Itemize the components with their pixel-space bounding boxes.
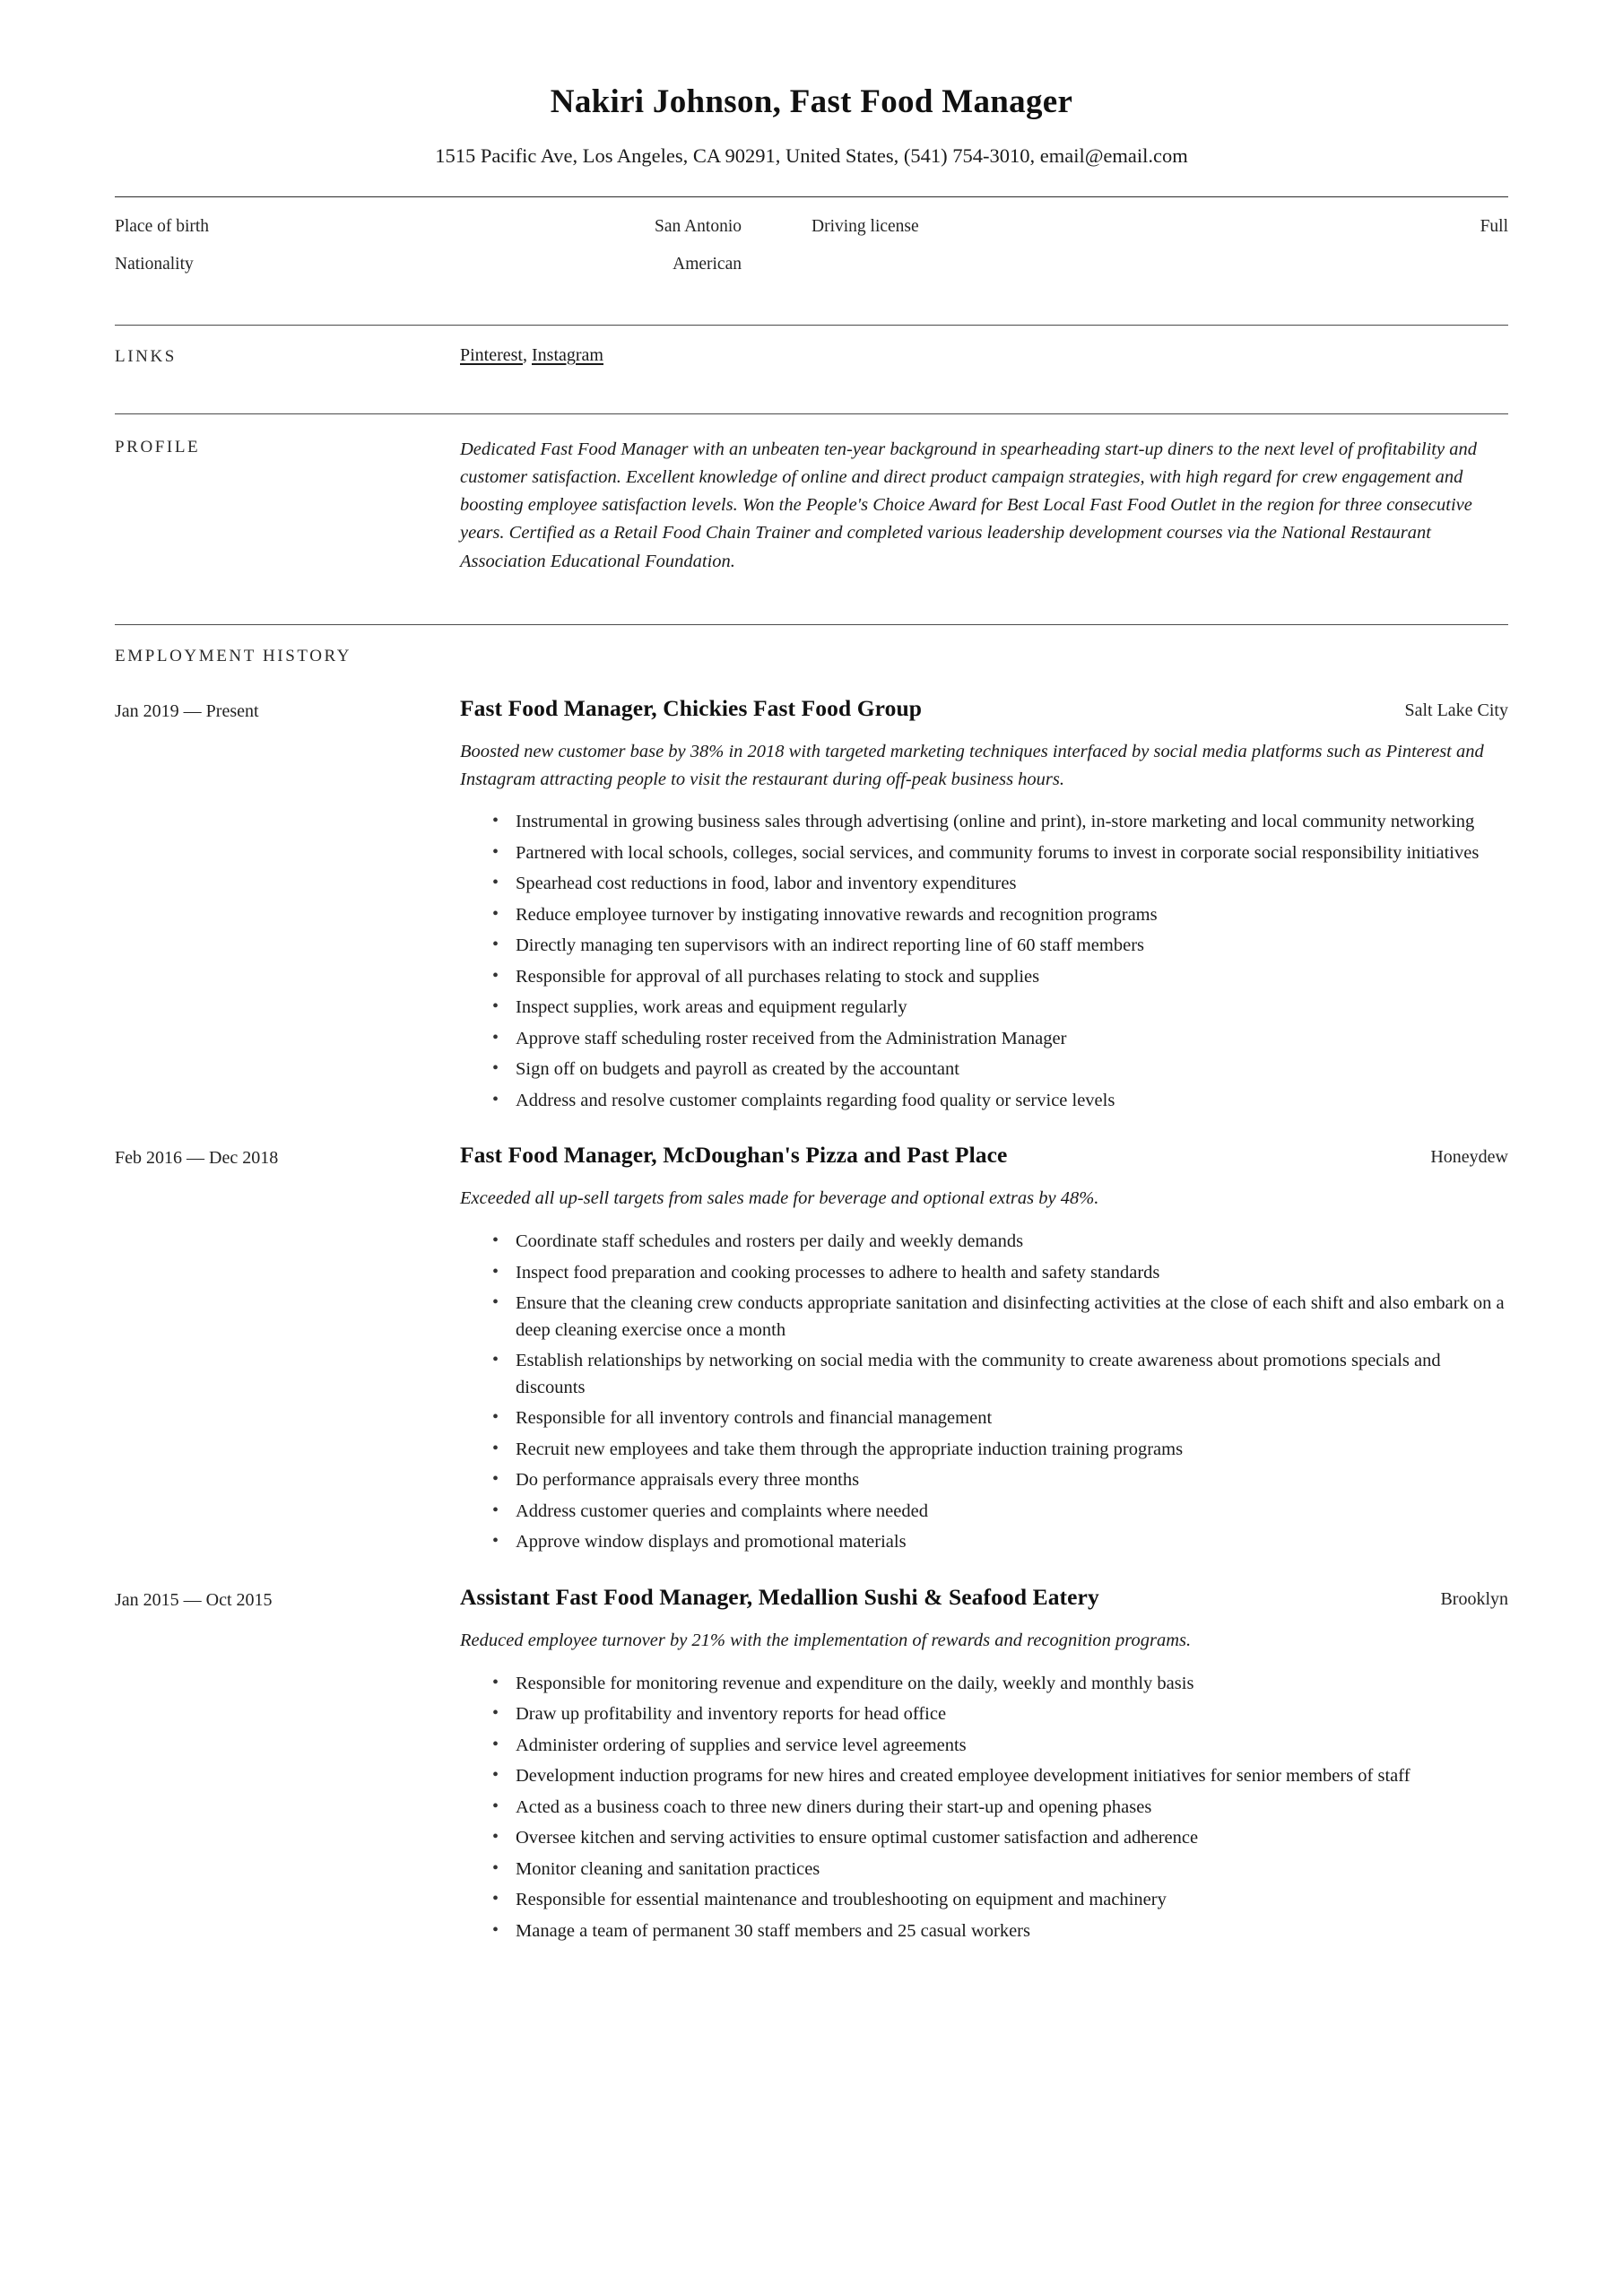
list-item: • Inspect food preparation and cooking processes to adhere to health and safety standards (492, 1260, 1508, 1287)
employment-section-label: EMPLOYMENT HISTORY (115, 646, 352, 665)
list-item: • Administer ordering of supplies and service level agreements (492, 1733, 1508, 1760)
link-instagram[interactable]: Instagram (532, 345, 603, 365)
list-item: • Do performance appraisals every three months (492, 1467, 1508, 1494)
links-section-label: LINKS (115, 347, 177, 366)
list-item: • Recruit new employees and take them through the appropriate induction training programs (492, 1437, 1508, 1464)
profile-text: Dedicated Fast Food Manager with an unbeaten ten-year background in spearheading start-up diners to the next level of profitability and customer satisfaction. Excellent knowledge of online and direct product campaign strategies, with high regard for crew engagement and boosting employee satisfaction levels. Won the People's Choice Award for Best Local Fast Food Outlet in the region for three consecutive years. Certified as a Retail Food Chain Trainer and completed various leadership development courses via the National Restaurant Association Educational Foundation. (460, 439, 1477, 571)
detail-pair-nationality (115, 255, 812, 274)
employment-summary: Reduced employee turnover by 21% with the implementation of rewards and recognition programs. (460, 1630, 1192, 1650)
list-item: • Sign off on budgets and payroll as created by the accountant (492, 1057, 1508, 1083)
employment-title: Fast Food Manager, Chickies Fast Food Group (460, 694, 923, 721)
list-item: • Reduce employee turnover by instigating innovative rewards and recognition programs (492, 902, 1508, 929)
detail-pair-place-of-birth (115, 217, 812, 237)
personal-details-section (115, 197, 1508, 296)
employment-bullets (460, 1671, 1508, 1945)
list-item: • Responsible for monitoring revenue and expenditure on the daily, weekly and monthly basis (492, 1671, 1508, 1698)
employment-location: Salt Lake City (1404, 700, 1508, 720)
list-item: • Instrumental in growing business sales through advertising (online and print), in-store marketing and local community networking (492, 809, 1508, 836)
list-item: • Responsible for approval of all purchases relating to stock and supplies (492, 964, 1508, 991)
list-item: • Approve staff scheduling roster received from the Administration Manager (492, 1026, 1508, 1053)
employment-summary: Boosted new customer base by 38% in 2018 with targeted marketing techniques interfaced by social media platforms such as Pinterest and Instagram attracting people to visit the restaurant during off-peak business hours. (460, 741, 1484, 789)
list-item: • Ensure that the cleaning crew conducts appropriate sanitation and disinfecting activities at the close of each shift and also embark on a deep cleaning exercise once a month (492, 1291, 1508, 1344)
list-item: • Partnered with local schools, colleges, social services, and community forums to invest in corporate social responsibility initiatives (492, 840, 1508, 867)
employment-bullets (460, 1229, 1508, 1556)
employment-date: Jan 2019 — Present (115, 700, 259, 721)
list-item: • Address and resolve customer complaints regarding food quality or service levels (492, 1088, 1508, 1115)
list-item: • Inspect supplies, work areas and equipment regularly (492, 995, 1508, 1022)
detail-value: American (673, 255, 742, 274)
links-section (115, 326, 1508, 385)
employment-location: Brooklyn (1440, 1588, 1508, 1609)
list-item: • Establish relationships by networking on social media with the community to create awareness about promotions specials and discounts (492, 1348, 1508, 1401)
employment-bullets (460, 809, 1508, 1114)
detail-row (115, 217, 1508, 237)
list-item: • Oversee kitchen and serving activities to ensure optimal customer satisfaction and adherence (492, 1825, 1508, 1852)
employment-summary: Exceeded all up-sell targets from sales made for beverage and optional extras by 48%. (460, 1188, 1099, 1209)
employment-date: Feb 2016 — Dec 2018 (115, 1148, 279, 1169)
contact-line: 1515 Pacific Ave, Los Angeles, CA 90291, United States, (541) 754-3010, email@email.com (435, 144, 1188, 167)
profile-section (115, 414, 1508, 596)
list-item: • Development induction programs for new hires and created employee development initiatives for senior members of staff (492, 1763, 1508, 1790)
list-item: • Spearhead cost reductions in food, labor and inventory expenditures (492, 871, 1508, 898)
list-item: • Responsible for all inventory controls and financial management (492, 1405, 1508, 1432)
detail-row (115, 255, 1508, 274)
employment-entry (115, 695, 1508, 1119)
employment-location: Honeydew (1430, 1147, 1508, 1168)
links-list (460, 345, 1508, 366)
detail-label: Driving license (812, 217, 919, 236)
list-item: • Draw up profitability and inventory reports for head office (492, 1701, 1508, 1728)
detail-label: Nationality (115, 255, 194, 274)
link-pinterest[interactable]: Pinterest (460, 345, 523, 365)
employment-title: Fast Food Manager, McDoughan's Pizza and Past Place (460, 1142, 1008, 1169)
list-item: • Coordinate staff schedules and rosters per daily and weekly demands (492, 1229, 1508, 1256)
links-separator: , (523, 345, 532, 365)
page-title: Nakiri Johnson, Fast Food Manager (550, 83, 1073, 120)
detail-value: San Antonio (655, 217, 742, 236)
employment-title: Assistant Fast Food Manager, Medallion Sushi & Seafood Eatery (460, 1583, 1099, 1610)
list-item: • Monitor cleaning and sanitation practices (492, 1857, 1508, 1883)
detail-pair-driving-license (812, 217, 1508, 237)
detail-value: Full (1480, 217, 1508, 236)
employment-entry (115, 1142, 1508, 1560)
profile-section-label: PROFILE (115, 438, 201, 457)
detail-label: Place of birth (115, 217, 210, 236)
list-item: • Address customer queries and complaints where needed (492, 1499, 1508, 1526)
employment-date: Jan 2015 — Oct 2015 (115, 1589, 273, 1610)
employment-entry (115, 1584, 1508, 1949)
list-item: • Approve window displays and promotional materials (492, 1529, 1508, 1556)
list-item: • Manage a team of permanent 30 staff members and 25 casual workers (492, 1918, 1508, 1945)
list-item: • Directly managing ten supervisors with an indirect reporting line of 60 staff members (492, 933, 1508, 960)
list-item: • Responsible for essential maintenance and troubleshooting on equipment and machinery (492, 1887, 1508, 1914)
list-item: • Acted as a business coach to three new diners during their start-up and opening phases (492, 1795, 1508, 1822)
